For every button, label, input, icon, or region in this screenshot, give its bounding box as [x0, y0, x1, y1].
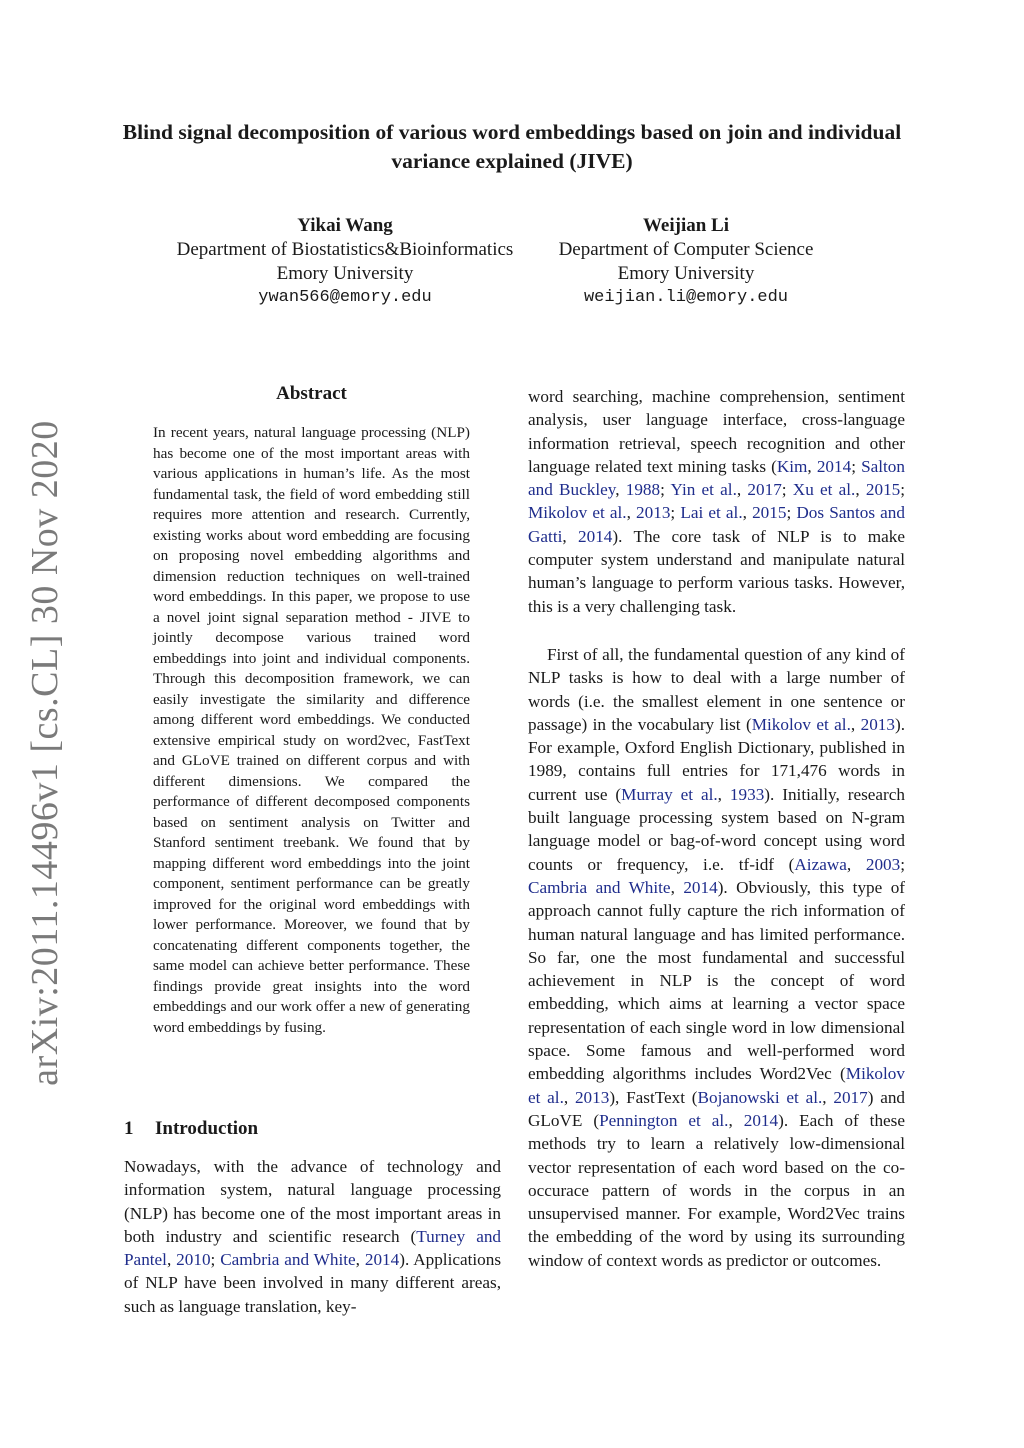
- arxiv-stamp: [14, 420, 76, 1086]
- body-text: Nowadays, with the advance of technology and information system, natural language processing (NLP) has become one of the most important areas in both industry and scientific research (: [124, 1157, 501, 1246]
- body-text: ;: [210, 1250, 221, 1270]
- body-text: ,: [615, 480, 626, 500]
- section-heading-introduction: [124, 1118, 504, 1140]
- body-text: ,: [728, 1110, 744, 1130]
- body-text: ;: [900, 854, 905, 874]
- citation-link[interactable]: 2015: [752, 503, 787, 523]
- arxiv-stamp-text: arXiv:2011.14496v1 [cs.CL] 30 Nov 2020: [24, 420, 66, 1086]
- author-department: Department of Computer Science: [558, 239, 814, 260]
- intro-paragraph-1: [124, 1155, 501, 1318]
- citation-link[interactable]: 2014: [578, 526, 613, 546]
- citation-link[interactable]: Aizawa: [794, 854, 847, 874]
- citation-link[interactable]: 2017: [833, 1087, 868, 1107]
- body-text: word searching, machine comprehension, sentiment analysis, user language interface, cross-language information retrieval, speech recognition and other language related text mining tasks (: [528, 387, 905, 476]
- body-text: ). Applications of NLP have been involved in many different areas, such as language translation, key-: [124, 1250, 502, 1316]
- author-email[interactable]: ywan566@emory.edu: [258, 288, 432, 307]
- body-text: ,: [717, 784, 730, 804]
- body-text: ;: [786, 503, 797, 523]
- body-text: ,: [355, 1250, 365, 1270]
- body-text: ,: [742, 503, 753, 523]
- citation-link[interactable]: 2014: [683, 877, 718, 897]
- body-text: ). Obviously, this type of approach cannot fully capture the rich information of human natural language and has limited performance. So far, one the most fundamental and successful achievement in NLP is the concept of word embedding, which aims at learning a vector space representation of each single word in low dimensional space. Some famous and well-performed word embedding algorithms includes Word2Vec (: [528, 877, 906, 1084]
- intro-paragraph-2: [528, 643, 905, 1272]
- citation-link[interactable]: Murray et al.: [621, 784, 718, 804]
- body-text: ). The core task of NLP is to make computer system understand and manipulate natural human’s language to perform various tasks. However, this is a very challenging task.: [528, 526, 905, 616]
- citation-link[interactable]: 2014: [364, 1250, 400, 1270]
- citation-link[interactable]: Yin et al.: [670, 480, 737, 500]
- citation-link[interactable]: Cambria and White: [528, 877, 671, 897]
- author-block-2: [536, 214, 836, 310]
- citation-link[interactable]: Lai et al.: [680, 503, 743, 523]
- citation-link[interactable]: 2013: [860, 714, 895, 734]
- body-text: ,: [670, 877, 684, 897]
- abstract-text: In recent years, natural language processing (NLP) has become one of the most important areas with various applications in human’s life. As the most fundamental task, the field of word embedding still requires more attention and research. Currently, existing works about word embedding are focusing on proposing novel embedding algorithms and dimension reduction techniques on well-trained word embeddings. In this paper, we propose to use a novel joint signal separation method - JIVE to jointly decompose various trained word embeddings into joint and individual components. Through this decomposition framework, we can easily investigate the similarity and difference among different word embeddings. We conducted extensive empirical study on word2vec, FastText and GLoVE trained on different corpus and with different dimensions. We compared the performance of different decomposed components based on sentiment analysis on Twitter and Stanford sentiment treebank. We found that by mapping different word embeddings into the joint component, sentiment performance can be greatly improved for the original word embeddings with lower performance. Moreover, we found that by concatenating different components together, the same model can achieve better performance. These findings provide great insights into the word embeddings and our work offer a new of generating word embeddings by fusing.: [153, 424, 470, 1036]
- author-university: Emory University: [617, 263, 755, 284]
- intro-p1-continued-part: [528, 387, 905, 616]
- body-text: ,: [166, 1250, 177, 1270]
- body-text: ), FastText (: [609, 1087, 698, 1107]
- citation-link[interactable]: 2003: [865, 854, 901, 874]
- body-text: ,: [850, 714, 861, 734]
- citation-link[interactable]: 2013: [636, 503, 671, 523]
- body-text: ,: [807, 456, 817, 476]
- citation-link[interactable]: Kim: [776, 456, 808, 476]
- author-university: Emory University: [276, 263, 414, 284]
- body-text: ,: [563, 1087, 575, 1107]
- body-text: ). Each of these methods try to learn a relatively low-dimensional vector representation of each word based on the co-occurace pattern of words in the corpus in an unsupervised manner. For example, Word2Vec trains the embedding of the word by using its surrounding window of context words as predictor or outcomes.: [528, 1110, 905, 1270]
- paper-title: Blind signal decomposition of various word embeddings based on join and individual variance explained (JIVE): [122, 120, 902, 173]
- citation-link[interactable]: 2014: [743, 1110, 779, 1130]
- citation-link[interactable]: Dos Santos and Gatti: [528, 503, 905, 546]
- citation-link[interactable]: Bojanowski et al.: [697, 1087, 823, 1107]
- section-title: Introduction: [155, 1118, 259, 1139]
- citation-link[interactable]: Mikolov et al.: [528, 1064, 905, 1107]
- author-department: Department of Biostatistics&Bioinformatics: [176, 239, 514, 260]
- citation-link[interactable]: Xu et al.: [792, 480, 856, 500]
- citation-link[interactable]: 2013: [574, 1087, 610, 1107]
- citation-link[interactable]: Cambria and White: [220, 1250, 356, 1270]
- body-text: ,: [736, 480, 748, 500]
- intro-p1-part: [124, 1157, 501, 1316]
- body-text: ,: [846, 854, 866, 874]
- body-text: ,: [822, 1087, 834, 1107]
- body-text: ). Initially, research built language processing system based on N-gram language model or bag-of-word concept using word counts or frequency, i.e. tf-idf (: [528, 784, 905, 874]
- body-text: ;: [900, 480, 906, 500]
- author-block-1: [150, 214, 540, 310]
- citation-link[interactable]: 2017: [747, 480, 782, 500]
- citation-link[interactable]: Mikolov et al.: [528, 503, 627, 523]
- citation-link[interactable]: 2015: [865, 480, 901, 500]
- body-text: ;: [851, 456, 862, 476]
- citation-link[interactable]: Turney and Pantel: [124, 1226, 502, 1270]
- citation-link[interactable]: 1933: [729, 784, 765, 804]
- section-number: 1: [124, 1118, 134, 1139]
- body-text: ) and GLoVE (: [528, 1087, 906, 1130]
- body-text: ;: [660, 480, 671, 500]
- abstract-heading: Abstract: [276, 383, 347, 404]
- citation-link[interactable]: Mikolov et al.: [751, 714, 851, 734]
- body-text: First of all, the fundamental question of any kind of NLP tasks is how to deal with a large number of words (i.e. the smallest element in one sentence or passage) in the vocabulary list (: [528, 645, 905, 734]
- body-text: ). For example, Oxford English Dictionary, published in 1989, contains full entries for 171,476 words in current use (: [528, 714, 905, 804]
- body-text: ,: [626, 503, 637, 523]
- body-text: ;: [781, 480, 793, 500]
- citation-link[interactable]: 2014: [816, 456, 852, 476]
- citation-link[interactable]: 2010: [176, 1250, 211, 1270]
- citation-link[interactable]: Salton and Buckley: [528, 456, 905, 500]
- author-name: Yikai Wang: [297, 215, 393, 236]
- author-name: Weijian Li: [642, 215, 730, 236]
- intro-paragraph-1-continued: [528, 385, 905, 618]
- author-email[interactable]: weijian.li@emory.edu: [583, 288, 789, 307]
- body-text: ,: [562, 526, 579, 546]
- citation-link[interactable]: Pennington et al.: [599, 1110, 729, 1130]
- body-text: ,: [855, 480, 866, 500]
- body-text: ;: [670, 503, 681, 523]
- citation-link[interactable]: 1988: [625, 480, 661, 500]
